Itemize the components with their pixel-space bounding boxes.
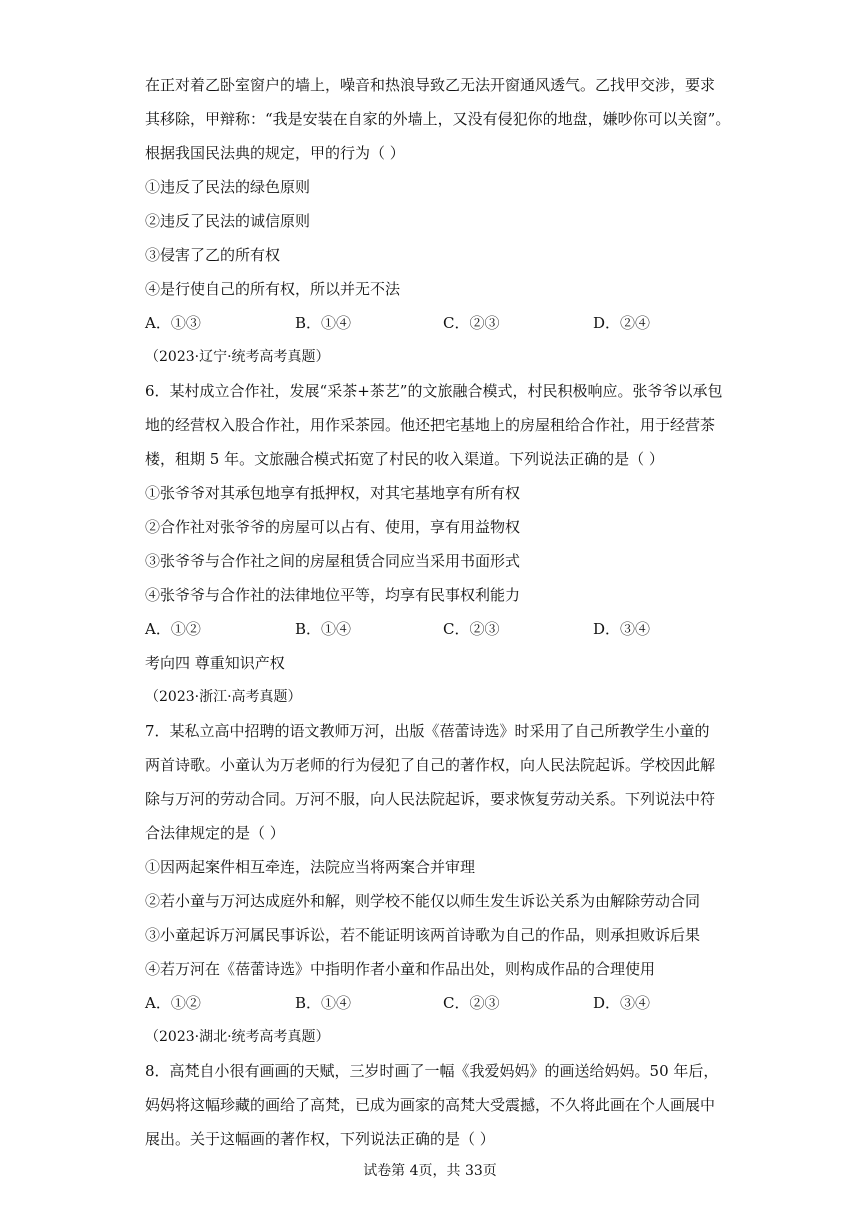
q8-text-line-1: 8．高梵自小很有画画的天赋，三岁时画了一幅《我爱妈妈》的画送给妈妈。50 年后，	[145, 1062, 719, 1080]
q7-text-line-1: 7．某私立高中招聘的语文教师万河，出版《蓓蕾诗选》时采用了自己所教学生小童的	[145, 722, 710, 740]
q5-option-a: A．①③	[145, 314, 201, 332]
q6-option-c: C．②③	[443, 620, 500, 638]
q5-item-3: ③侵害了乙的所有权	[145, 246, 281, 264]
q6-text-line-3: 楼，租期 5 年。文旅融合模式拓宽了村民的收入渠道。下列说法正确的是（ ）	[145, 450, 664, 468]
q5-text-line-2: 其移除，甲辩称：“我是安装在自家的外墙上，又没有侵犯你的地盘，嫌吵你可以关窗”。	[145, 110, 731, 128]
q5-option-d: D．②④	[593, 314, 651, 332]
q6-option-b: B．①④	[295, 620, 352, 638]
q7-item-1: ①因两起案件相互牵连，法院应当将两案合并审理	[145, 858, 476, 876]
q6-text-line-2: 地的经营权入股合作社，用作采茶园。他还把宅基地上的房屋租给合作社，用于经营茶	[145, 416, 716, 434]
q8-text-line-2: 妈妈将这幅珍藏的画给了高梵，已成为画家的高梵大受震撼，不久将此画在个人画展中	[145, 1096, 716, 1114]
q6-option-d: D．③④	[593, 620, 651, 638]
q6-item-1: ①张爷爷对其承包地享有抵押权，对其宅基地享有所有权	[145, 484, 521, 502]
q5-option-c: C．②③	[443, 314, 500, 332]
q7-source: （2023·浙江·高考真题）	[145, 689, 302, 705]
q6-source: （2023·辽宁·统考高考真题）	[145, 349, 330, 365]
q5-text-line-3: 根据我国民法典的规定，甲的行为（ ）	[145, 144, 405, 162]
q7-item-3: ③小童起诉万河属民事诉讼，若不能证明该两首诗歌为自己的作品，则承担败诉后果	[145, 926, 701, 944]
q6-item-3: ③张爷爷与合作社之间的房屋租赁合同应当采用书面形式	[145, 552, 521, 570]
q7-option-d: D．③④	[593, 994, 651, 1012]
q7-option-a: A．①②	[145, 994, 201, 1012]
section-heading: 考向四 尊重知识产权	[145, 654, 285, 672]
q6-item-4: ④张爷爷与合作社的法律地位平等，均享有民事权利能力	[145, 586, 521, 604]
q6-item-2: ②合作社对张爷爷的房屋可以占有、使用，享有用益物权	[145, 518, 521, 536]
q6-option-a: A．①②	[145, 620, 201, 638]
q8-text-line-3: 展出。关于这幅画的著作权，下列说法正确的是（ ）	[145, 1130, 495, 1148]
q7-text-line-3: 除与万河的劳动合同。万河不服，向人民法院起诉，要求恢复劳动关系。下列说法中符	[145, 790, 716, 808]
q7-item-2: ②若小童与万河达成庭外和解，则学校不能仅以师生发生诉讼关系为由解除劳动合同	[145, 892, 701, 910]
q7-item-4: ④若万河在《蓓蕾诗选》中指明作者小童和作品出处，则构成作品的合理使用	[145, 960, 656, 978]
q5-item-2: ②违反了民法的诚信原则	[145, 212, 311, 230]
q7-text-line-2: 两首诗歌。小童认为万老师的行为侵犯了自己的著作权，向人民法院起诉。学校因此解	[145, 756, 716, 774]
q7-text-line-4: 合法律规定的是（ ）	[145, 824, 285, 842]
q6-text-line-1: 6．某村成立合作社，发展“采茶+茶艺”的文旅融合模式，村民积极响应。张爷爷以承包	[145, 382, 723, 400]
q5-text-line-1: 在正对着乙卧室窗户的墙上，噪音和热浪导致乙无法开窗通风透气。乙找甲交涉，要求	[145, 76, 716, 94]
q5-item-1: ①违反了民法的绿色原则	[145, 178, 311, 196]
q5-item-4: ④是行使自己的所有权，所以并无不法	[145, 280, 401, 298]
page-footer: 试卷第 4页，共 33页	[363, 1163, 497, 1179]
q8-source: （2023·湖北·统考高考真题）	[145, 1029, 330, 1045]
q7-option-c: C．②③	[443, 994, 500, 1012]
q5-option-b: B．①④	[295, 314, 352, 332]
q7-option-b: B．①④	[295, 994, 352, 1012]
